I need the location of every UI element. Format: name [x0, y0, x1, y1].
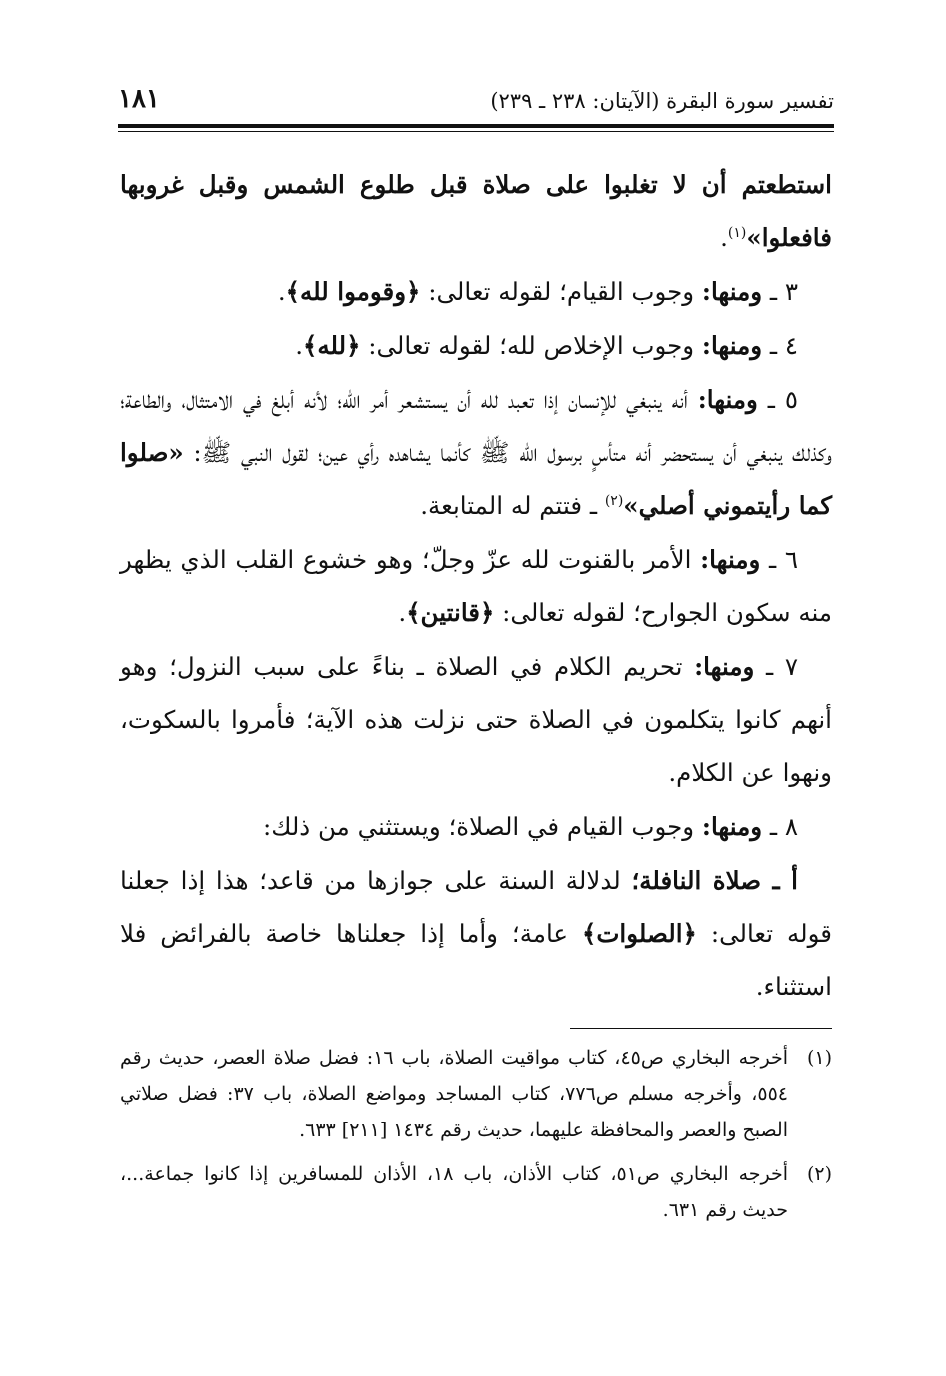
benefit-item-5	[120, 373, 832, 532]
page-number: ١٨١	[118, 84, 160, 114]
main-text	[120, 158, 832, 1014]
quran-quote: ﴿الصلوات﴾	[582, 919, 697, 948]
hadith-text: استطعتم أن لا تغلبوا على صلاة قبل طلوع الشمس وقبل غروبها فافعلوا»	[120, 170, 832, 252]
benefit-item-6	[120, 533, 832, 639]
item-text-end: ـ فتتم له المتابعة.	[420, 491, 605, 520]
item-lead: ومنها:	[701, 812, 763, 841]
item-lead: ومنها:	[701, 331, 763, 360]
header-title: تفسير سورة البقرة (الآيتان: ٢٣٨ ـ ٢٣٩)	[490, 89, 834, 113]
footnote-ref: (٢)	[604, 492, 624, 509]
period: .	[398, 598, 407, 627]
sub-item-a	[120, 854, 832, 1013]
item-text: وجوب القيام؛ لقوله تعالى:	[420, 277, 702, 306]
item-lead: ومنها:	[697, 385, 758, 414]
sub-item-text-end: عامة؛ وأما إذا جعلناها خاصة بالفرائض فلا استثناء.	[120, 919, 832, 1001]
benefit-item-3	[120, 265, 832, 318]
benefit-item-4	[120, 319, 832, 372]
header-rule-thick	[118, 124, 834, 128]
item-lead: ومنها:	[700, 545, 761, 574]
footnote	[120, 1040, 832, 1148]
item-number: ٣ ـ	[762, 277, 798, 306]
item-text: تحريم الكلام في الصلاة ـ بناءً على سبب النزول؛ وهو أنهم كانوا يتكلمون في الصلاة حتى نزلت هذه الآية؛ فأمروا بالسكوت، ونهوا عن الكلام.	[120, 652, 832, 787]
footnote-separator	[570, 1028, 832, 1029]
benefit-item-7	[120, 640, 832, 799]
hadith-quote: «صلوا كما رأيتموني أصلي»	[120, 438, 832, 520]
running-header	[118, 86, 834, 126]
item-number: ٥ ـ	[757, 385, 798, 414]
footnote-ref: (١)	[727, 224, 747, 241]
footnote-number: (١)	[806, 1047, 832, 1069]
item-lead: ومنها:	[694, 652, 755, 681]
footnotes	[120, 1040, 832, 1236]
item-number: ٧ ـ	[754, 652, 798, 681]
item-number: ٤ ـ	[762, 331, 798, 360]
footnote-text: أخرجه البخاري ص٥١، كتاب الأذان، باب ١٨، الأذان للمسافرين إذا كانوا جماعة...، حديث رقم ٦٣١.	[120, 1163, 789, 1221]
quran-quote: ﴿قانتين﴾	[406, 598, 495, 627]
item-text: وجوب القيام في الصلاة؛ ويستثني من ذلك:	[262, 812, 702, 841]
item-text: أنه ينبغي للإنسان إذا تعبد لله أن يستشعر أمر الله؛ لأنه أبلغ في الامتثال، والطاعة؛ وكذلك ينبغي أن يستحضر أنه متأسٍ برسول الله ﷺ كأنما يشاهده رأي عين؛ لقول النبي ﷺ:	[120, 385, 832, 467]
footnote-text: أخرجه البخاري ص٤٥، كتاب مواقيت الصلاة، باب ١٦: فضل صلاة العصر، حديث رقم ٥٥٤، وأخرجه مسلم ص٧٧٦، كتاب المساجد ومواضع الصلاة، باب ٣٧: فضل صلاتي الصبح والعصر والمحافظة عليهما، حديث رقم ١٤٣٤ [٢١١] ٦٣٣.	[120, 1047, 789, 1141]
footnote	[120, 1156, 832, 1228]
period: .	[295, 331, 304, 360]
item-text: الأمر بالقنوت لله عزّ وجلّ؛ وهو خشوع القلب الذي يظهر منه سكون الجوارح؛ لقوله تعالى:	[120, 545, 832, 627]
sub-item-lead: أ ـ صلاة النافلة؛	[631, 866, 798, 895]
quran-quote: ﴿لله﴾	[303, 331, 361, 360]
item-lead: ومنها:	[701, 277, 763, 306]
footnote-number: (٢)	[806, 1163, 832, 1185]
item-number: ٨ ـ	[762, 812, 798, 841]
paragraph-continuation	[120, 158, 832, 264]
item-number: ٦ ـ	[760, 545, 798, 574]
period: .	[720, 223, 728, 252]
header-rule-thin	[118, 131, 834, 132]
benefit-item-8	[120, 800, 832, 853]
sub-item-text: لدلالة السنة على جوازها من قاعد؛ هذا إذا جعلنا قوله تعالى:	[120, 866, 832, 948]
quran-quote: ﴿وقوموا لله﴾	[285, 277, 421, 306]
item-text: وجوب الإخلاص لله؛ لقوله تعالى:	[360, 331, 702, 360]
period: .	[277, 277, 286, 306]
